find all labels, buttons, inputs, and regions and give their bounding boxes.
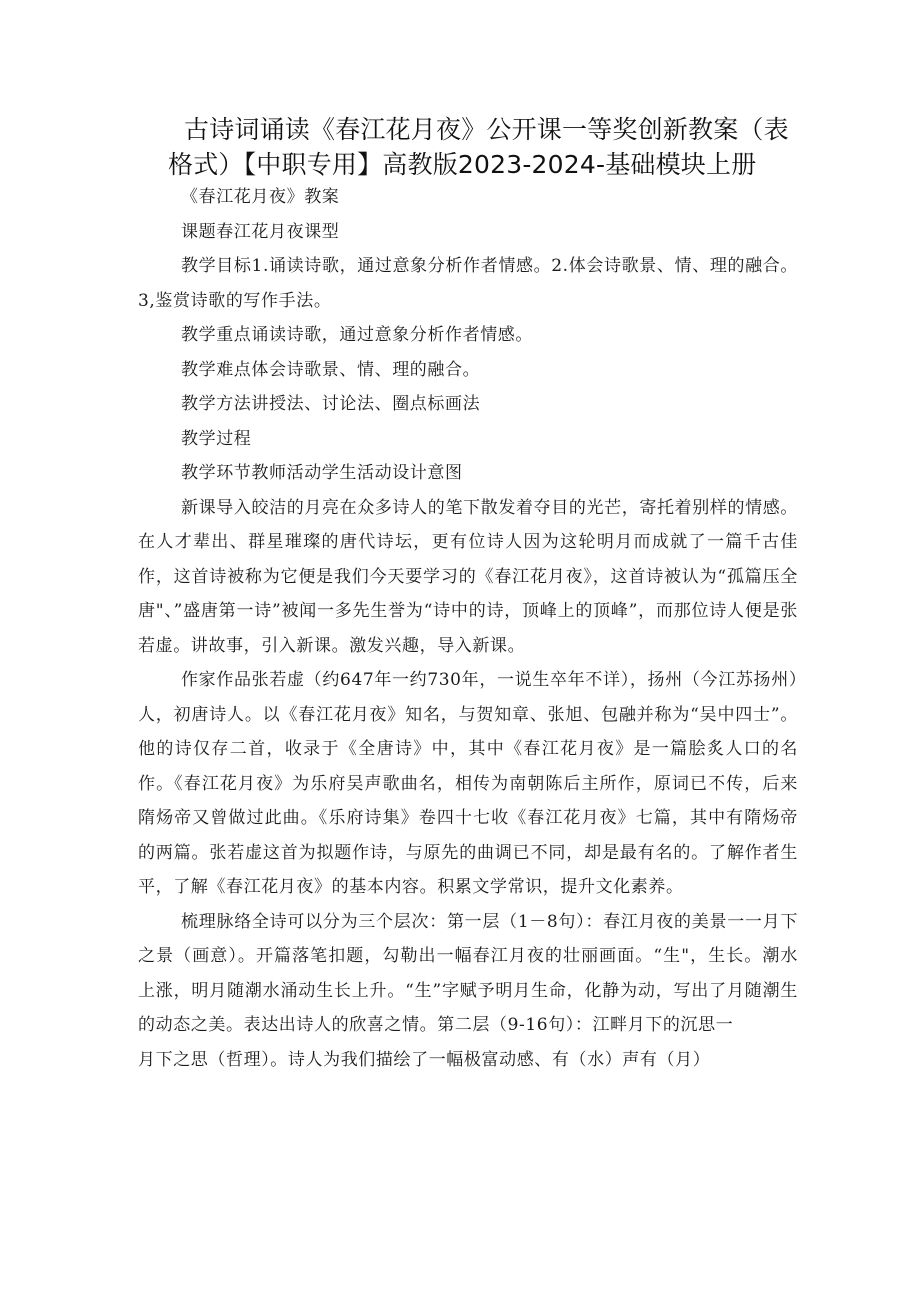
title-line-2: 格式）【中职专用】高教版2023-2024-基础模块上册 — [168, 150, 757, 179]
paragraph-teaching-objectives: 教学目标1.诵读诗歌，通过意象分析作者情感。2.体会诗歌景、情、理的融合。3,鉴赏诗歌的写作手法。 — [138, 256, 798, 311]
paragraph-lesson-heading: 《春江花月夜》教案 — [181, 187, 340, 207]
paragraph-introduction: 新课导入皎洁的月亮在众多诗人的笔下散发着夺目的光芒，寄托着别样的情感。在人才辈出、群星璀璨的唐代诗坛，更有位诗人因为这轮明月而成就了一篇千古佳作，这首诗被称为它便是我们今天要学习的《春江花月夜》，这首诗被认为“孤篇压全唐"、”盛唐第一诗”被闻一多先生誉为“诗中的诗，顶峰上的顶峰”，而那位诗人便是张若虚。讲故事，引入新课。激发兴趣，导入新课。 — [138, 497, 798, 656]
paragraph-author-works: 作家作品张若虚（约647年一约730年，一说生卒年不详），扬州（今江苏扬州）人，初唐诗人。以《春江花月夜》知名，与贺知章、张旭、包融并称为“吴中四士”。他的诗仅存二首，收录于《全唐诗》中，其中《春江花月夜》是一篇脍炙人口的名作。《春江花月夜》为乐府吴声歌曲名，相传为南朝陈后主所作，原词已不传，后来隋炀帝又曾做过此曲。《乐府诗集》卷四十七收《春江花月夜》七篇，其中有隋炀帝的两篇。张若虚这首为拟题作诗，与原先的曲调已不同，却是最有名的。了解作者生平，了解《春江花月夜》的基本内容。积累文学常识，提升文化素养。 — [138, 670, 798, 897]
paragraph-table-header: 教学环节教师活动学生活动设计意图 — [181, 463, 463, 483]
paragraph-teaching-methods: 教学方法讲授法、讨论法、圈点标画法 — [181, 394, 481, 414]
paragraph-teaching-difficulty: 教学难点体会诗歌景、情、理的融合。 — [181, 359, 481, 380]
paragraph-continuation: 月下之思（哲理）。诗人为我们描绘了一幅极富动感、有（水）声有（月） — [138, 1049, 711, 1070]
paragraph-lesson-topic: 课题春江花月夜课型 — [181, 221, 340, 242]
paragraph-teaching-focus: 教学重点诵读诗歌，通过意象分析作者情感。 — [181, 325, 533, 345]
paragraph-structure: 梳理脉络全诗可以分为三个层次：第一层（1－8句）：春江月夜的美景一一月下之景（画意）。开篇落笔扣题，勾勒出一幅春江月夜的壮丽画面。“生"，生长。潮水上涨，明月随潮水涌动生长上升。“生”字赋予明月生命，化静为动，写出了月随潮生的动态之美。表达出诗人的欣喜之情。第二层（9-16句）：江畔月下的沉思一 — [138, 911, 798, 1035]
paragraph-teaching-process: 教学过程 — [181, 428, 252, 449]
document-title — [138, 112, 798, 182]
title-line-1: 古诗词诵读《春江花月夜》公开课一等奖创新教案（表 — [184, 115, 789, 144]
document-body — [138, 180, 798, 1077]
